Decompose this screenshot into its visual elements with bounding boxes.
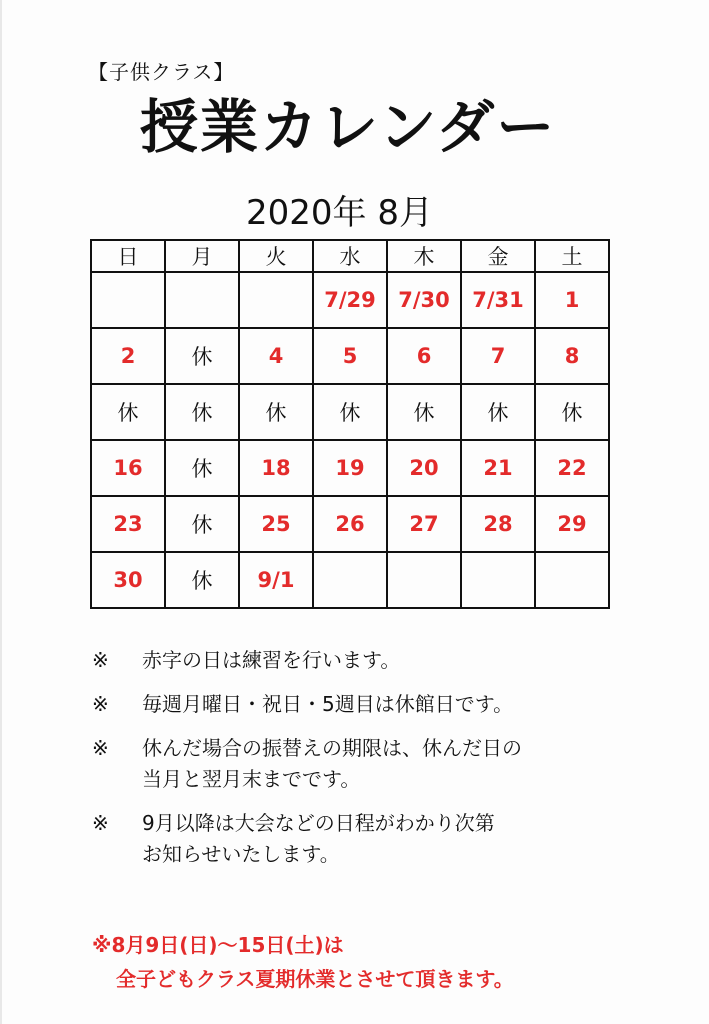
day-cell: 5 (313, 328, 387, 384)
day-cell: 28 (461, 496, 535, 552)
class-label: 【子供クラス】 (88, 60, 235, 84)
day-cell: 1 (535, 272, 609, 328)
note-item (92, 808, 692, 870)
note-text (142, 689, 692, 720)
note-mark: ※ (92, 648, 109, 672)
day-cell: 9/1 (239, 552, 313, 608)
calendar-week-row (91, 496, 609, 552)
weekday-wed: 水 (313, 240, 387, 272)
empty-cell (239, 272, 313, 328)
day-cell: 23 (91, 496, 165, 552)
day-cell: 2 (91, 328, 165, 384)
weekday-thu: 木 (387, 240, 461, 272)
day-cell: 18 (239, 440, 313, 496)
day-cell: 22 (535, 440, 609, 496)
note-text (142, 645, 692, 676)
note-line: 当月と翌月末までです。 (142, 767, 361, 791)
note-text (142, 733, 692, 795)
day-cell: 休 (165, 384, 239, 440)
note-text (142, 808, 692, 870)
day-cell: 休 (91, 384, 165, 440)
weekday-sun: 日 (91, 240, 165, 272)
day-cell: 16 (91, 440, 165, 496)
day-cell: 7 (461, 328, 535, 384)
month-title: 2020年 8月 (246, 193, 433, 233)
note-mark: ※ (92, 736, 109, 760)
calendar-week-row (91, 384, 609, 440)
weekday-sat: 土 (535, 240, 609, 272)
day-cell: 7/30 (387, 272, 461, 328)
day-cell: 休 (165, 496, 239, 552)
empty-cell (91, 272, 165, 328)
day-cell: 19 (313, 440, 387, 496)
notice-line-1: ※8月9日(日)～15日(土)は (92, 933, 344, 957)
day-cell: 21 (461, 440, 535, 496)
day-cell: 27 (387, 496, 461, 552)
scan-edge-line (0, 0, 2, 1024)
day-cell: 休 (165, 328, 239, 384)
day-cell: 26 (313, 496, 387, 552)
note-mark: ※ (92, 811, 109, 835)
empty-cell (535, 552, 609, 608)
day-cell: 休 (165, 552, 239, 608)
note-item (92, 689, 692, 720)
day-cell: 4 (239, 328, 313, 384)
day-cell: 休 (239, 384, 313, 440)
note-line: 9月以降は大会などの日程がわかり次第 (142, 811, 495, 835)
day-cell: 8 (535, 328, 609, 384)
empty-cell (313, 552, 387, 608)
weekday-fri: 金 (461, 240, 535, 272)
note-item (92, 733, 692, 795)
calendar-table (90, 239, 610, 609)
calendar-week-row (91, 328, 609, 384)
day-cell: 休 (461, 384, 535, 440)
day-cell: 20 (387, 440, 461, 496)
day-cell: 休 (535, 384, 609, 440)
day-cell: 6 (387, 328, 461, 384)
page-title: 授業カレンダー (140, 93, 557, 161)
calendar-week-row (91, 272, 609, 328)
day-cell: 休 (165, 440, 239, 496)
note-line: 休んだ場合の振替えの期限は、休んだ日の (142, 736, 522, 760)
calendar-week-row (91, 552, 609, 608)
day-cell: 30 (91, 552, 165, 608)
summer-closure-notice (92, 928, 514, 996)
weekday-tue: 火 (239, 240, 313, 272)
day-cell: 休 (313, 384, 387, 440)
day-cell: 休 (387, 384, 461, 440)
notice-line-2: 全子どもクラス夏期休業とさせて頂きます。 (116, 967, 514, 991)
empty-cell (387, 552, 461, 608)
empty-cell (165, 272, 239, 328)
note-line: お知らせいたします。 (142, 842, 340, 866)
weekday-header-row (91, 240, 609, 272)
day-cell: 7/31 (461, 272, 535, 328)
day-cell: 29 (535, 496, 609, 552)
empty-cell (461, 552, 535, 608)
note-line: 毎週月曜日・祝日・5週目は休館日です。 (142, 692, 514, 716)
day-cell: 7/29 (313, 272, 387, 328)
calendar-week-row (91, 440, 609, 496)
note-item (92, 645, 692, 676)
note-line: 赤字の日は練習を行います。 (142, 648, 401, 672)
day-cell: 25 (239, 496, 313, 552)
note-mark: ※ (92, 692, 109, 716)
weekday-mon: 月 (165, 240, 239, 272)
notes-list (92, 645, 692, 883)
calendar-body (91, 272, 609, 608)
